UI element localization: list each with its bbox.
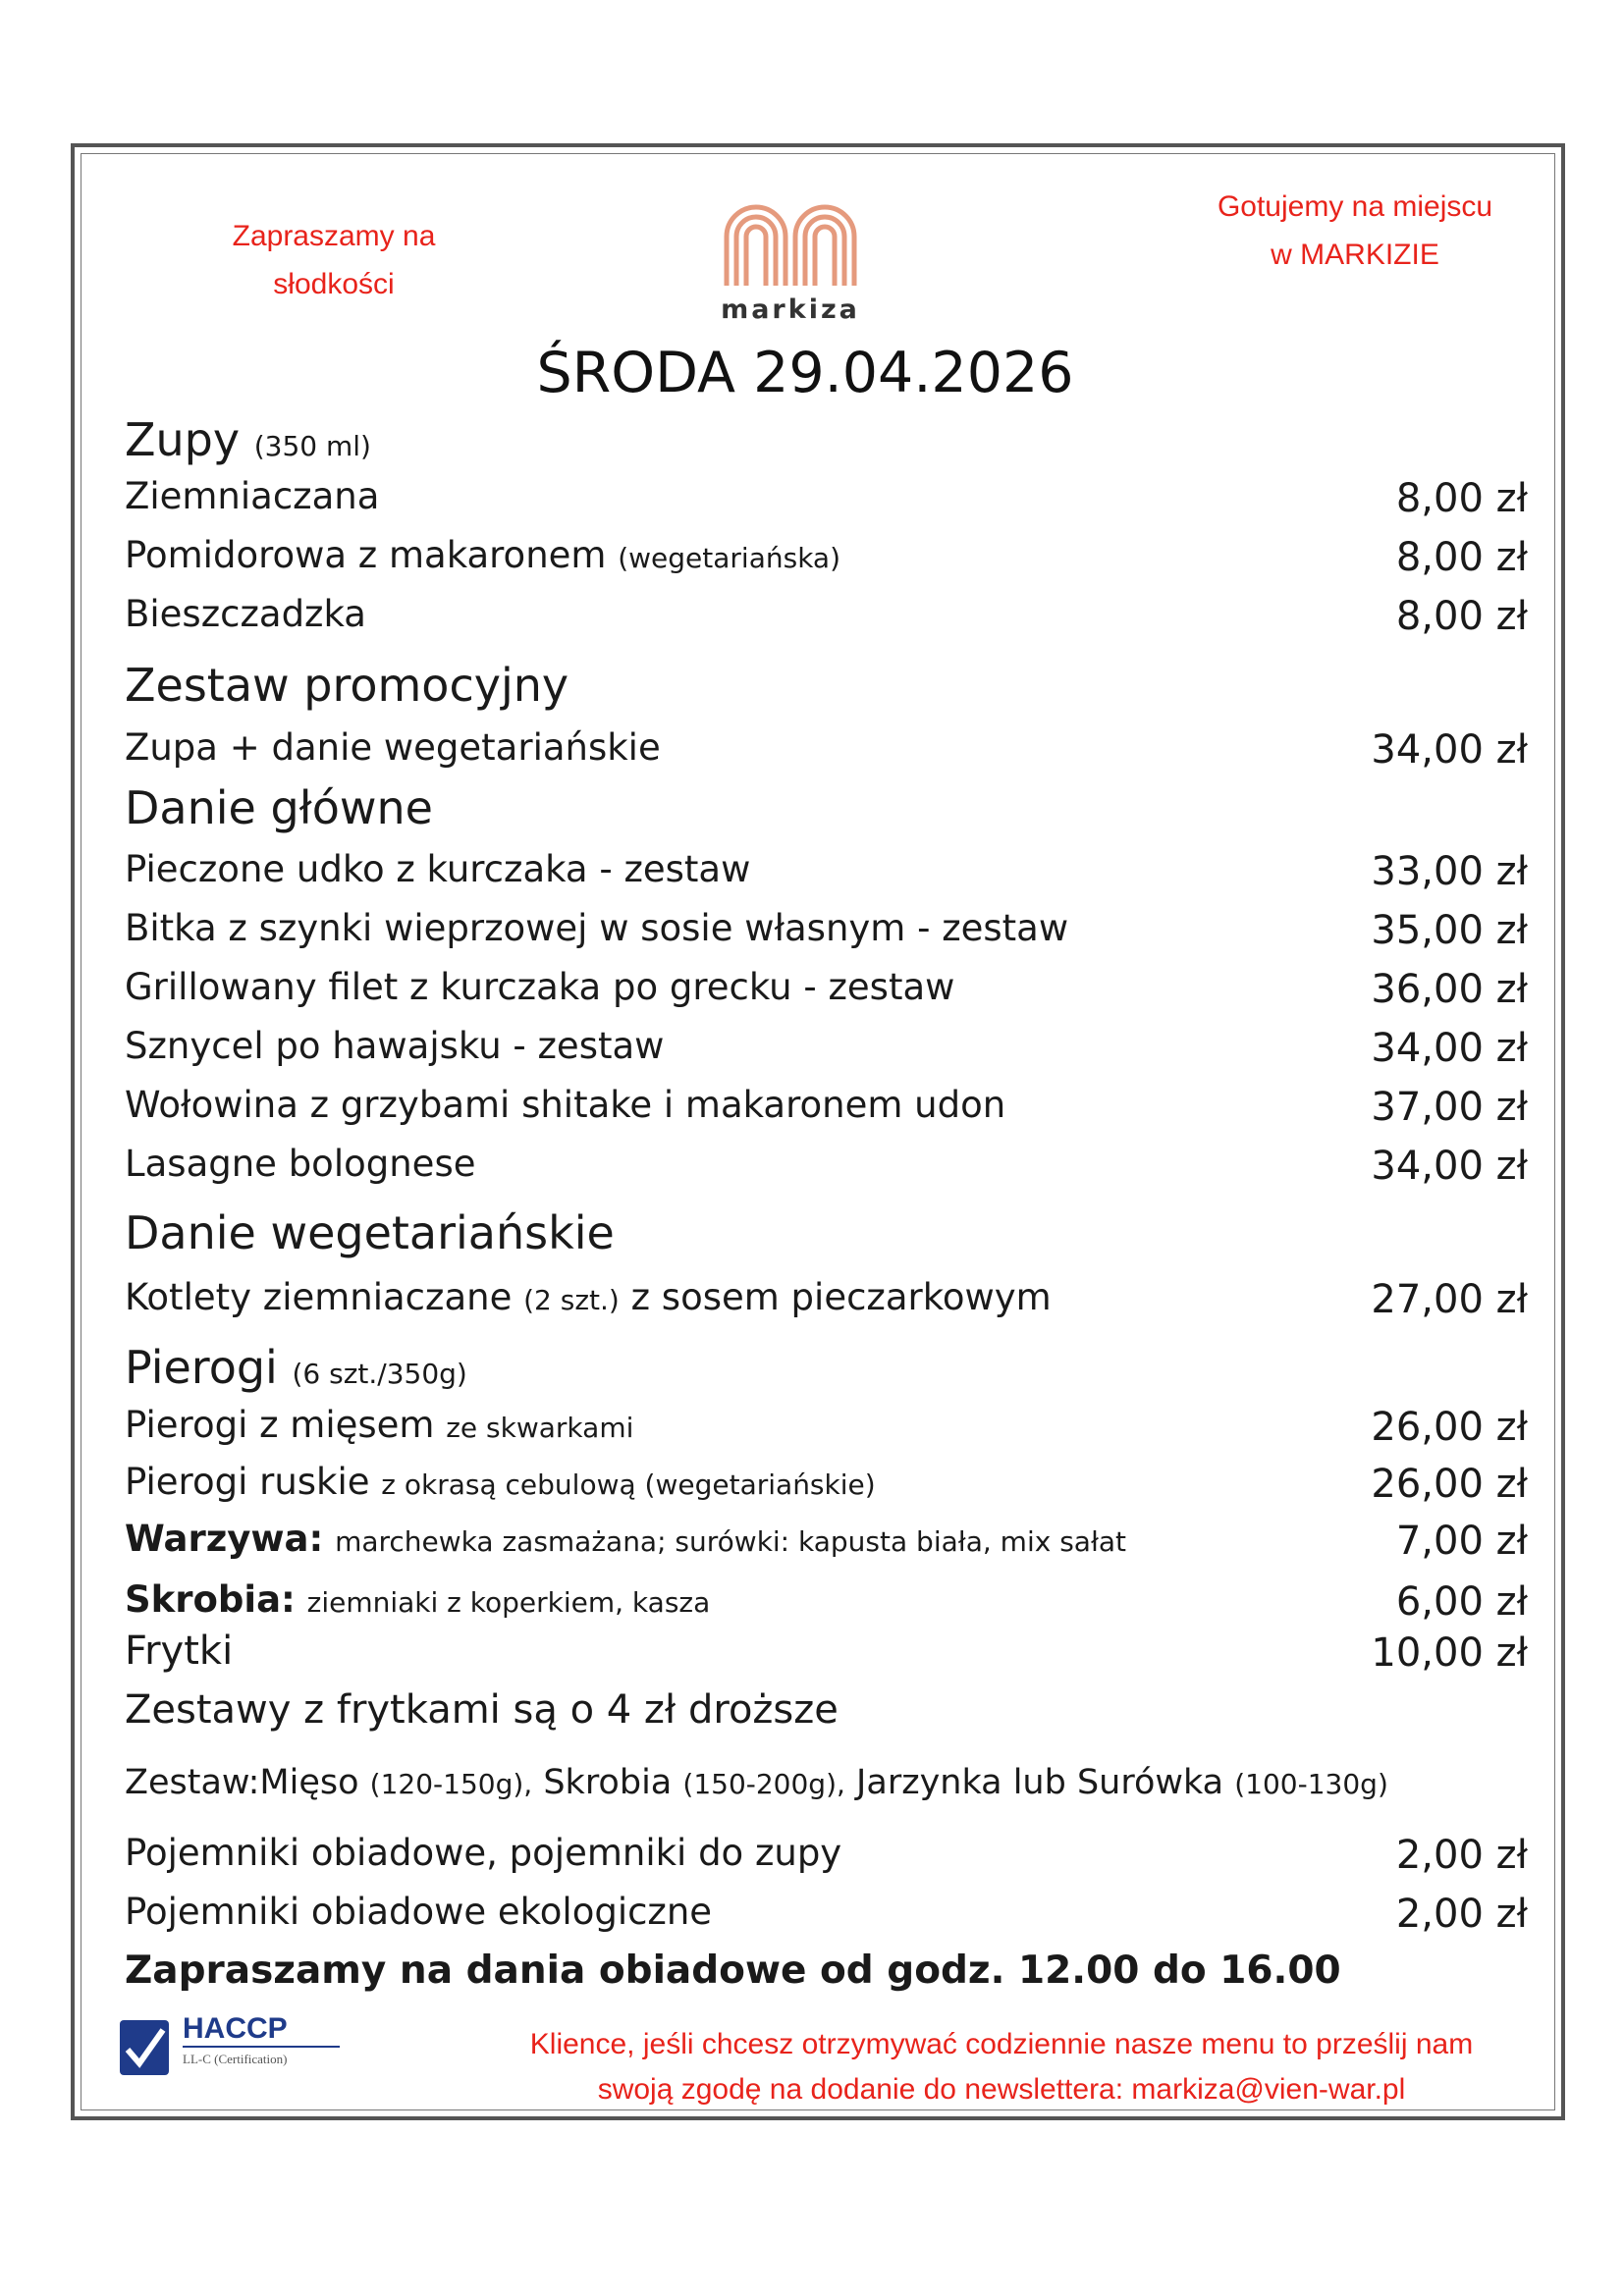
menu-item <box>125 962 954 1013</box>
item-price: 26,00 zł <box>1371 1405 1528 1450</box>
sweets-promo-line-2: słodkości <box>273 268 395 300</box>
pierogi-heading <box>125 1340 467 1402</box>
item-price: 34,00 zł <box>1371 727 1528 773</box>
menu-item <box>125 589 366 640</box>
sweets-promo-line-1: Zapraszamy na <box>232 220 436 252</box>
brand-name: markiza <box>721 294 860 325</box>
item-name: Frytki <box>125 1629 234 1674</box>
haccp-title: HACCP <box>183 2012 288 2045</box>
newsletter-note <box>432 2022 1571 2112</box>
item-price: 27,00 zł <box>1371 1277 1528 1322</box>
item-note: z okrasą cebulową (wegetariańskie) <box>381 1468 876 1501</box>
menu-item <box>125 1272 1052 1326</box>
haccp-divider <box>183 2046 340 2048</box>
item-name: Grillowany filet z kurczaka po grecku - zestaw <box>125 966 955 1008</box>
cook-promo <box>1139 183 1571 279</box>
item-price: 2,00 zł <box>1395 1892 1528 1937</box>
cook-promo-line-1: Gotujemy na miejscu <box>1217 190 1493 223</box>
soups-heading <box>125 412 371 474</box>
cook-promo-line-2: w MARKIZIE <box>1271 239 1439 271</box>
item-price: 7,00 zł <box>1395 1519 1528 1564</box>
item-name: Pierogi ruskie <box>125 1461 370 1503</box>
menu-item <box>125 1080 1005 1131</box>
item-name: Pojemniki obiadowe, pojemniki do zupy <box>125 1832 842 1874</box>
item-name: Pomidorowa z makaronem <box>125 534 607 576</box>
starch-row <box>125 1575 710 1629</box>
item-name: Pierogi z mięsem <box>125 1404 435 1446</box>
container-row <box>125 1828 841 1879</box>
menu-item <box>125 1400 633 1454</box>
checkmark-icon <box>120 2020 169 2075</box>
item-name: Kotlety ziemniaczane <box>125 1276 513 1318</box>
haccp-subtitle: LL-C (Certification) <box>183 2052 288 2066</box>
day-title: ŚRODA 29.04.2026 <box>536 341 1074 405</box>
fries-row <box>125 1626 233 1677</box>
item-note: marchewka zasmażana; surówki: kapusta biała, mix sałat <box>335 1525 1127 1558</box>
item-name: Ziemniaczana <box>125 475 380 517</box>
promo-heading: Zestaw promocyjny <box>125 659 569 712</box>
item-name: Wołowina z grzybami shitake i makaronem udon <box>125 1084 1006 1126</box>
item-name: Bieszczadzka <box>125 593 366 635</box>
item-name: Pieczone udko z kurczaka - zestaw <box>125 848 751 890</box>
vegetables-row <box>125 1514 1126 1568</box>
mains-heading: Danie główne <box>125 781 433 834</box>
menu-item <box>125 722 661 774</box>
menu-item <box>125 903 1068 954</box>
soups-note: (350 ml) <box>253 430 371 462</box>
item-price: 35,00 zł <box>1371 908 1528 953</box>
item-name: Pojemniki obiadowe ekologiczne <box>125 1891 713 1933</box>
item-price: 33,00 zł <box>1371 849 1528 894</box>
item-price: 8,00 zł <box>1395 594 1528 639</box>
menu-item <box>125 1021 664 1072</box>
haccp-badge <box>120 2012 346 2081</box>
item-name: Sznycel po hawajsku - zestaw <box>125 1025 665 1067</box>
item-price: 34,00 zł <box>1371 1144 1528 1189</box>
item-price: 8,00 zł <box>1395 476 1528 521</box>
item-price: 34,00 zł <box>1371 1026 1528 1071</box>
set-info-c-note: (100-130g) <box>1234 1768 1388 1800</box>
item-price: 8,00 zł <box>1395 535 1528 580</box>
set-info-b-note: (150-200g), <box>682 1768 845 1800</box>
item-note: ziemniaki z koperkiem, kasza <box>306 1586 711 1619</box>
container-row <box>125 1887 712 1938</box>
item-name: Bitka z szynki wieprzowej w sosie własnym - zestaw <box>125 907 1069 949</box>
item-name: Lasagne bolognese <box>125 1143 476 1185</box>
fries-note: Zestawy z frytkami są o 4 zł droższe <box>125 1687 839 1733</box>
pierogi-title: Pierogi <box>125 1341 278 1394</box>
set-info-c: Jarzynka lub Surówka <box>856 1763 1224 1802</box>
item-name: Warzywa: <box>125 1518 324 1560</box>
item-name-cont: z sosem pieczarkowym <box>630 1276 1052 1318</box>
item-price: 37,00 zł <box>1371 1085 1528 1130</box>
item-price: 36,00 zł <box>1371 967 1528 1012</box>
item-name: Zupa + danie wegetariańskie <box>125 726 661 769</box>
item-price: 10,00 zł <box>1371 1630 1528 1676</box>
newsletter-line-2: swoją zgodę na dodanie do newslettera: markiza@vien-war.pl <box>597 2073 1406 2106</box>
menu-item <box>125 471 379 522</box>
newsletter-line-1: Klience, jeśli chcesz otrzymywać codziennie nasze menu to prześlij nam <box>529 2028 1474 2060</box>
item-note: (wegetariańska) <box>618 542 840 574</box>
pierogi-note: (6 szt./350g) <box>292 1358 467 1390</box>
item-price: 2,00 zł <box>1395 1833 1528 1878</box>
soups-title: Zupy <box>125 413 241 466</box>
menu-item <box>125 1457 876 1511</box>
set-info-b: Skrobia <box>543 1763 673 1802</box>
item-note: ze skwarkami <box>446 1412 634 1444</box>
menu-item <box>125 1139 475 1190</box>
set-info <box>125 1757 1388 1810</box>
set-info-a-note: (120-150g), <box>369 1768 533 1800</box>
set-info-a: Zestaw:Mięso <box>125 1763 359 1802</box>
menu-item <box>125 530 840 584</box>
sweets-promo <box>147 212 520 308</box>
opening-hours: Zapraszamy na dania obiadowe od godz. 12.00 do 16.00 <box>125 1949 1341 1993</box>
veg-heading: Danie wegetariańskie <box>125 1206 615 1259</box>
item-price: 6,00 zł <box>1395 1579 1528 1625</box>
item-price: 26,00 zł <box>1371 1462 1528 1507</box>
item-name: Skrobia: <box>125 1578 296 1621</box>
item-note: (2 szt.) <box>523 1284 620 1316</box>
menu-item <box>125 844 750 895</box>
